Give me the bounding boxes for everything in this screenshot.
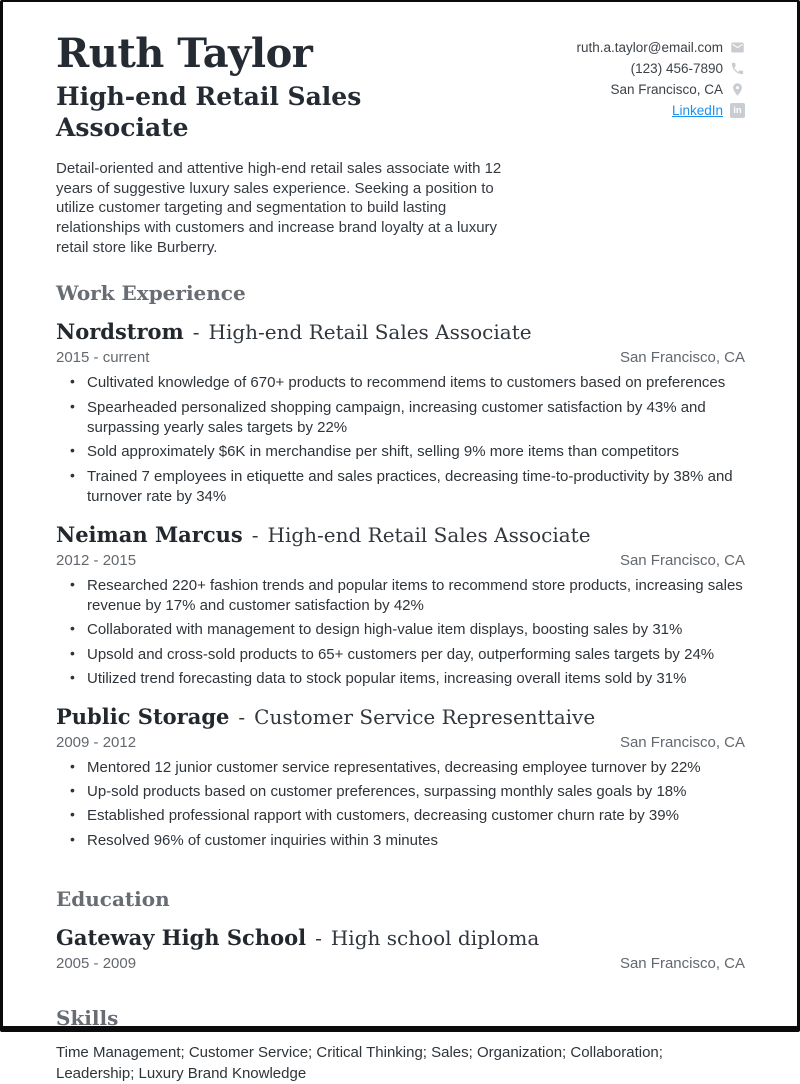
person-job-title: High-end Retail Sales Associate (56, 82, 362, 142)
bullet-item: • Up-sold products based on customer preferences, surpassing monthly sales goals by 18% (56, 782, 745, 802)
skills-heading: Skills (56, 1006, 119, 1031)
skills-section (56, 1006, 745, 1084)
job-meta-line (56, 734, 745, 751)
person-name: Ruth Taylor (56, 30, 313, 77)
summary-paragraph: Detail-oriented and attentive high-end retail sales associate with 12 years of suggestive luxury sales experience. Seeking a position to utilize customer targeting and segmentation to build lasting relationships with customers and increase brand loyalty at a luxury retail store like Burberry. (56, 160, 502, 256)
job-bullet-list (56, 576, 745, 690)
bullet-item: • Upsold and cross-sold products to 65+ customers per day, outperforming sales targets by 24% (56, 645, 745, 665)
job-dates: 2009 - 2012 (56, 733, 137, 751)
job-meta-line (56, 552, 745, 569)
contact-location-row (576, 82, 745, 97)
linkedin-link[interactable]: LinkedIn (671, 103, 723, 118)
bullet-item: • Established professional rapport with customers, decreasing customer churn rate by 39% (56, 806, 745, 826)
job-location: San Francisco, CA (619, 551, 745, 569)
envelope-icon (730, 40, 745, 55)
job-bullet-list (56, 373, 745, 507)
education-meta-line (56, 955, 745, 972)
work-experience-heading: Work Experience (56, 281, 246, 306)
name-title-block (56, 32, 366, 143)
job-entry-neiman-marcus (56, 522, 745, 690)
bullet-item: • Trained 7 employees in etiquette and sales practices, decreasing time-to-productivity by 38% and turnover rate by 34% (56, 467, 745, 508)
work-experience-section (56, 281, 745, 851)
bullet-item: • Cultivated knowledge of 670+ products to recommend items to customers based on preferences (56, 373, 745, 393)
job-role: High-end Retail Sales Associate (208, 320, 532, 345)
job-entry-public-storage (56, 704, 745, 852)
school-title-line (56, 925, 745, 950)
education-location: San Francisco, CA (619, 955, 745, 973)
map-pin-icon (730, 82, 745, 97)
linkedin-icon: in (730, 103, 745, 118)
job-role: High-end Retail Sales Associate (267, 522, 591, 547)
job-location: San Francisco, CA (619, 733, 745, 751)
company-name: Nordstrom (56, 319, 184, 345)
job-meta-line (56, 349, 745, 366)
job-bullet-list (56, 758, 745, 852)
contact-phone-row (576, 61, 745, 76)
company-name: Public Storage (56, 703, 230, 729)
job-title-line (56, 522, 745, 547)
job-dates: 2015 - current (56, 349, 150, 367)
contact-block (576, 32, 745, 124)
degree: High school diploma (330, 926, 540, 951)
resume-header (56, 32, 745, 143)
company-name: Neiman Marcus (56, 521, 243, 547)
job-location: San Francisco, CA (619, 349, 745, 367)
title-separator: - (192, 320, 200, 345)
title-separator: - (238, 704, 246, 729)
education-entry (56, 925, 745, 972)
job-title-line (56, 319, 745, 344)
bullet-item: • Sold approximately $6K in merchandise per shift, selling 9% more items than competitors (56, 442, 745, 462)
contact-email-row (576, 40, 745, 55)
job-dates: 2012 - 2015 (56, 551, 137, 569)
email-text: ruth.a.taylor@email.com (576, 40, 723, 55)
bullet-item: • Resolved 96% of customer inquiries within 3 minutes (56, 831, 745, 851)
bullet-item: • Researched 220+ fashion trends and popular items to recommend store products, increasing sales revenue by 17% and customer satisfaction by 42% (56, 576, 745, 617)
skills-list-text: Time Management; Customer Service; Critical Thinking; Sales; Organization; Collaboration; Leadership; Luxury Brand Knowledge (56, 1044, 663, 1083)
education-heading: Education (56, 887, 170, 912)
job-entry-nordstrom (56, 319, 745, 507)
education-section (56, 887, 745, 972)
phone-text: (123) 456-7890 (630, 61, 723, 76)
title-separator: - (315, 926, 322, 951)
location-text: San Francisco, CA (610, 82, 723, 97)
contact-linkedin-row (576, 103, 745, 118)
phone-icon (730, 61, 745, 76)
bullet-item: • Mentored 12 junior customer service representatives, decreasing employee turnover by 22% (56, 758, 745, 778)
bullet-item: • Spearheaded personalized shopping campaign, increasing customer satisfaction by 43% and surpassing yearly sales targets by 22% (56, 398, 745, 439)
job-role: Customer Service Representtaive (254, 704, 596, 729)
bullet-item: • Collaborated with management to design high-value item displays, boosting sales by 31% (56, 620, 745, 640)
education-dates: 2005 - 2009 (56, 955, 137, 973)
school-name: Gateway High School (56, 925, 307, 951)
bullet-item: • Utilized trend forecasting data to stock popular items, increasing overall items sold by 31% (56, 669, 745, 689)
title-separator: - (251, 522, 259, 547)
job-title-line (56, 704, 745, 729)
